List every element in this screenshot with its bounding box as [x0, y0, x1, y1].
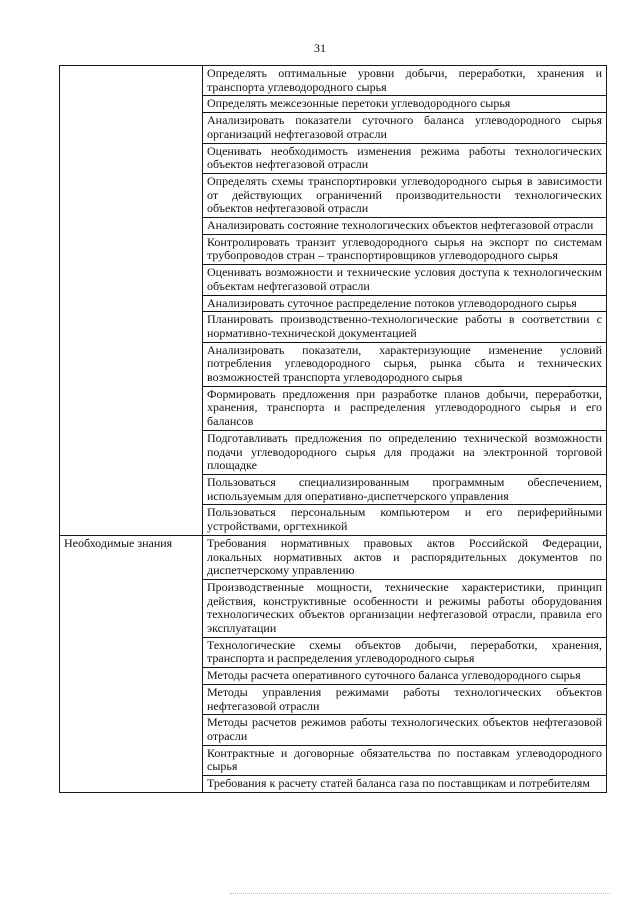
ability-item: Пользоваться специализированным программным обеспечением, используемым для оперативно-диспетчерского управления	[203, 474, 607, 504]
knowledge-item: Методы управления режимами работы технологических объектов нефтегазовой отрасли	[203, 684, 607, 714]
ability-item: Контролировать транзит углеводородного сырья на экспорт по системам трубопроводов стран – транспортировщиков углеводородного сырья	[203, 234, 607, 264]
knowledge-item: Методы расчета оперативного суточного баланса углеводородного сырья	[203, 668, 607, 685]
ability-item: Анализировать показатели, характеризующие изменение условий потребления углеводородного сырья, рынка сбыта и технических возможностей транспорта углеводородного сырья	[203, 342, 607, 386]
ability-item: Оценивать возможности и технические условия доступа к технологическим объектам нефтегазовой отрасли	[203, 265, 607, 295]
ability-item: Анализировать показатели суточного баланса углеводородного сырья организаций нефтегазовой отрасли	[203, 113, 607, 143]
table-row	[60, 535, 607, 579]
bottom-divider	[230, 893, 610, 894]
knowledge-item: Производственные мощности, технические характеристики, принцип действия, конструктивные особенности и режимы работы оборудования технологических объектов организации нефтегазовой отрасли, правила его эксплуатации	[203, 579, 607, 637]
ability-item: Определять оптимальные уровни добычи, переработки, хранения и транспорта углеводородного сырья	[203, 66, 607, 96]
ability-item: Подготавливать предложения по определению технической возможности подачи углеводородного сырья для продажи на электронной торговой площадке	[203, 430, 607, 474]
requirements-table	[59, 65, 607, 793]
knowledge-item: Требования к расчету статей баланса газа по поставщикам и потребителям	[203, 776, 607, 793]
page-number: 31	[314, 41, 326, 55]
ability-item: Анализировать состояние технологических объектов нефтегазовой отрасли	[203, 218, 607, 235]
abilities-label-cell	[60, 66, 203, 536]
table-row	[60, 66, 607, 96]
knowledge-item: Требования нормативных правовых актов Российской Федерации, локальных нормативных актов и распорядительных документов по диспетчерскому управлению	[203, 535, 607, 579]
ability-item: Анализировать суточное распределение потоков углеводородного сырья	[203, 295, 607, 312]
ability-item: Пользоваться персональным компьютером и его периферийными устройствами, оргтехникой	[203, 505, 607, 535]
knowledge-item: Методы расчетов режимов работы технологических объектов нефтегазовой отрасли	[203, 715, 607, 745]
knowledge-item: Технологические схемы объектов добычи, переработки, хранения, транспорта и распределения углеводородного сырья	[203, 637, 607, 667]
ability-item: Определять схемы транспортировки углеводородного сырья в зависимости от действующих ограничений производительности технологических объектов нефтегазовой отрасли	[203, 173, 607, 217]
ability-item: Планировать производственно-технологические работы в соответствии с нормативно-технической документацией	[203, 312, 607, 342]
knowledge-label: Необходимые знания	[60, 535, 203, 792]
ability-item: Оценивать необходимость изменения режима работы технологических объектов нефтегазовой отрасли	[203, 143, 607, 173]
ability-item: Определять межсезонные перетоки углеводородного сырья	[203, 96, 607, 113]
ability-item: Формировать предложения при разработке планов добычи, переработки, хранения, транспорта и распределения углеводородного сырья и его балансов	[203, 386, 607, 430]
knowledge-item: Контрактные и договорные обязательства по поставкам углеводородного сырья	[203, 745, 607, 775]
